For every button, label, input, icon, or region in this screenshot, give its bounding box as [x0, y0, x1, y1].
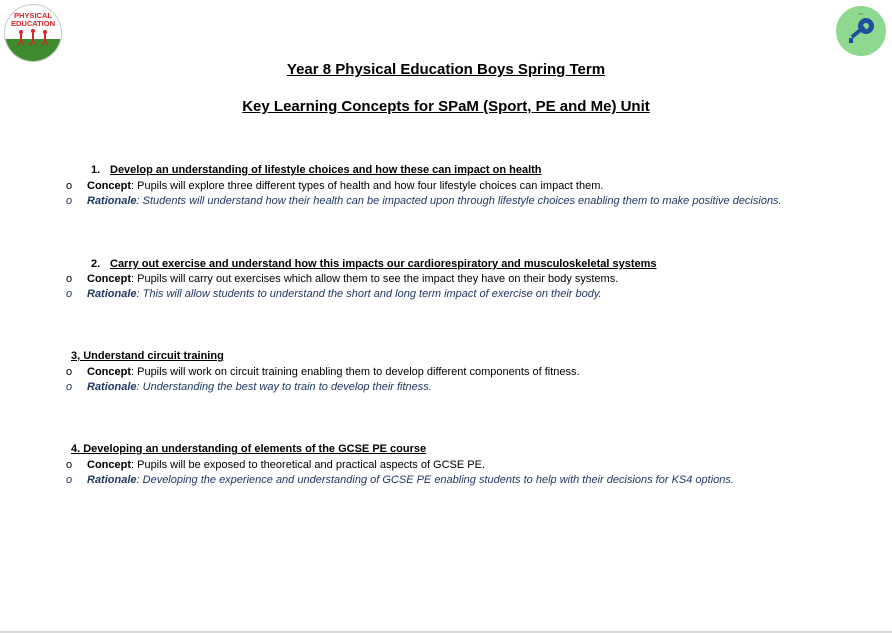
section-heading-4 — [71, 443, 426, 455]
concept-line-3 — [66, 366, 580, 378]
concept-text: : Pupils will explore three different types of health and how four lifestyle choices can impact them. — [131, 180, 604, 192]
concept-line-4 — [66, 459, 485, 471]
rationale-label: Rationale — [87, 474, 137, 486]
concept-text: : Pupils will carry out exercises which allow them to see the impact they have on their body systems. — [131, 273, 619, 285]
key-learning-logo — [836, 6, 886, 56]
concept-label: Concept — [87, 180, 131, 192]
bullet: o — [66, 381, 73, 393]
concept-text: : Pupils will work on circuit training enabling them to develop different components of fitness. — [131, 366, 580, 378]
rationale-label: Rationale — [87, 195, 137, 207]
rationale-line-3 — [66, 381, 432, 393]
runners-icon — [5, 5, 61, 61]
bullet: o — [66, 288, 73, 300]
logo-text-line1: PHYSICAL — [14, 11, 52, 20]
rationale-label: Rationale — [87, 381, 137, 393]
concept-label: Concept — [87, 366, 131, 378]
rationale-text: : Students will understand how their health can be impacted upon through lifestyle choices enabling them to make positive decisions. — [136, 195, 782, 207]
concept-label: Concept — [87, 459, 131, 471]
physical-education-logo — [4, 4, 62, 62]
rationale-text: : Understanding the best way to train to develop their fitness. — [136, 381, 432, 393]
section-heading-3 — [71, 350, 224, 362]
rationale-text: : This will allow students to understand the short and long term impact of exercise on their body. — [136, 288, 602, 300]
rationale-line-4 — [66, 474, 734, 486]
logo-text-line2: EDUCATION — [10, 19, 56, 28]
section-heading-1 — [91, 164, 542, 176]
bullet: o — [66, 474, 73, 486]
section-number-2: 2. — [91, 258, 101, 270]
concept-line-2 — [66, 273, 618, 285]
section-heading-text-1: Develop an understanding of lifestyle choices and how these can impact on health — [110, 164, 542, 176]
bullet: o — [66, 180, 73, 192]
rationale-text: : Developing the experience and understanding of GCSE PE enabling students to help with their decisions for KS4 options. — [136, 474, 734, 486]
rationale-line-2 — [66, 288, 602, 300]
concept-line-1 — [66, 180, 603, 192]
page-subtitle: Key Learning Concepts for SPaM (Sport, PE and Me) Unit — [242, 98, 650, 115]
concept-text: : Pupils will be exposed to theoretical and practical aspects of GCSE PE. — [131, 459, 486, 471]
concept-label: Concept — [87, 273, 131, 285]
section-heading-text-2: Carry out exercise and understand how this impacts our cardiorespiratory and musculoskeletal systems — [110, 258, 657, 270]
bullet: o — [66, 195, 73, 207]
bullet: o — [66, 459, 73, 471]
bullet: o — [66, 273, 73, 285]
bullet: o — [66, 366, 73, 378]
page-title: Year 8 Physical Education Boys Spring Term — [286, 61, 606, 78]
section-heading-2 — [91, 258, 657, 270]
rationale-line-1 — [66, 195, 782, 207]
section-heading-text-3: 3, Understand circuit training — [71, 350, 224, 362]
key-icon — [836, 6, 886, 56]
svg-text:•••: ••• — [858, 11, 864, 16]
section-number-1: 1. — [91, 164, 101, 176]
rationale-label: Rationale — [87, 288, 137, 300]
section-heading-text-4: 4. Developing an understanding of elements of the GCSE PE course — [71, 443, 427, 455]
